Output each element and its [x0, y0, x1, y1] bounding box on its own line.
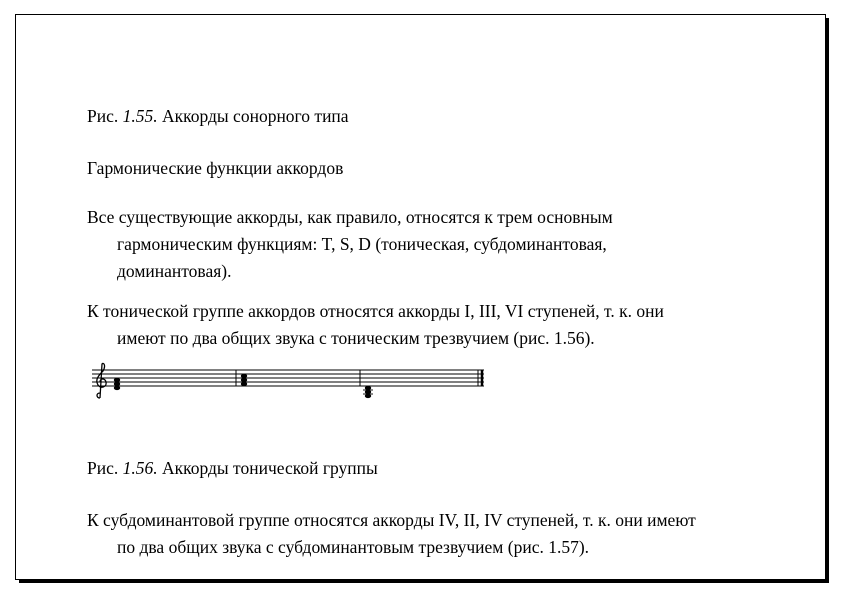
caption-prefix: Рис. — [87, 106, 119, 126]
paragraph-line: имеют по два общих звука с тоническим трезвучием (рис. 1.56). — [117, 328, 595, 348]
caption-title: Аккорды сонорного типа — [162, 106, 349, 126]
paragraph-line: доминантовая). — [117, 261, 232, 281]
paragraph-line: К субдоминантовой группе относятся аккорды IV, II, IV ступеней, т. к. они имеют — [87, 510, 696, 530]
paragraph-functions — [87, 204, 807, 285]
section-heading: Гармонические функции аккордов — [87, 158, 344, 178]
paragraph-line: гармоническим функциям: T, S, D (тоническая, субдоминантовая, — [117, 234, 607, 254]
caption-title: Аккорды тонической группы — [162, 458, 378, 478]
caption-number: 1.56. — [122, 458, 158, 478]
paragraph-line: К тонической группе аккордов относятся аккорды I, III, VI ступеней, т. к. они — [87, 301, 664, 321]
music-staff — [92, 362, 492, 404]
treble-clef-icon — [97, 363, 106, 398]
chord-I — [114, 378, 120, 390]
paragraph-tonic-group — [87, 298, 807, 352]
figure-caption-1-55 — [87, 103, 807, 130]
frame-shadow-bottom — [19, 580, 829, 583]
chord-III — [241, 374, 247, 386]
caption-number: 1.55. — [122, 106, 158, 126]
staff-lines — [92, 370, 484, 386]
frame-shadow-right — [826, 18, 829, 583]
paragraph-subdominant-group — [87, 507, 807, 561]
figure-caption-1-56 — [87, 455, 807, 482]
caption-prefix: Рис. — [87, 458, 119, 478]
paragraph-line: по два общих звука с субдоминантовым трезвучием (рис. 1.57). — [117, 537, 590, 557]
page-frame — [15, 14, 826, 580]
chord-VI — [363, 386, 373, 398]
paragraph-line: Все существующие аккорды, как правило, относятся к трем основным — [87, 207, 613, 227]
